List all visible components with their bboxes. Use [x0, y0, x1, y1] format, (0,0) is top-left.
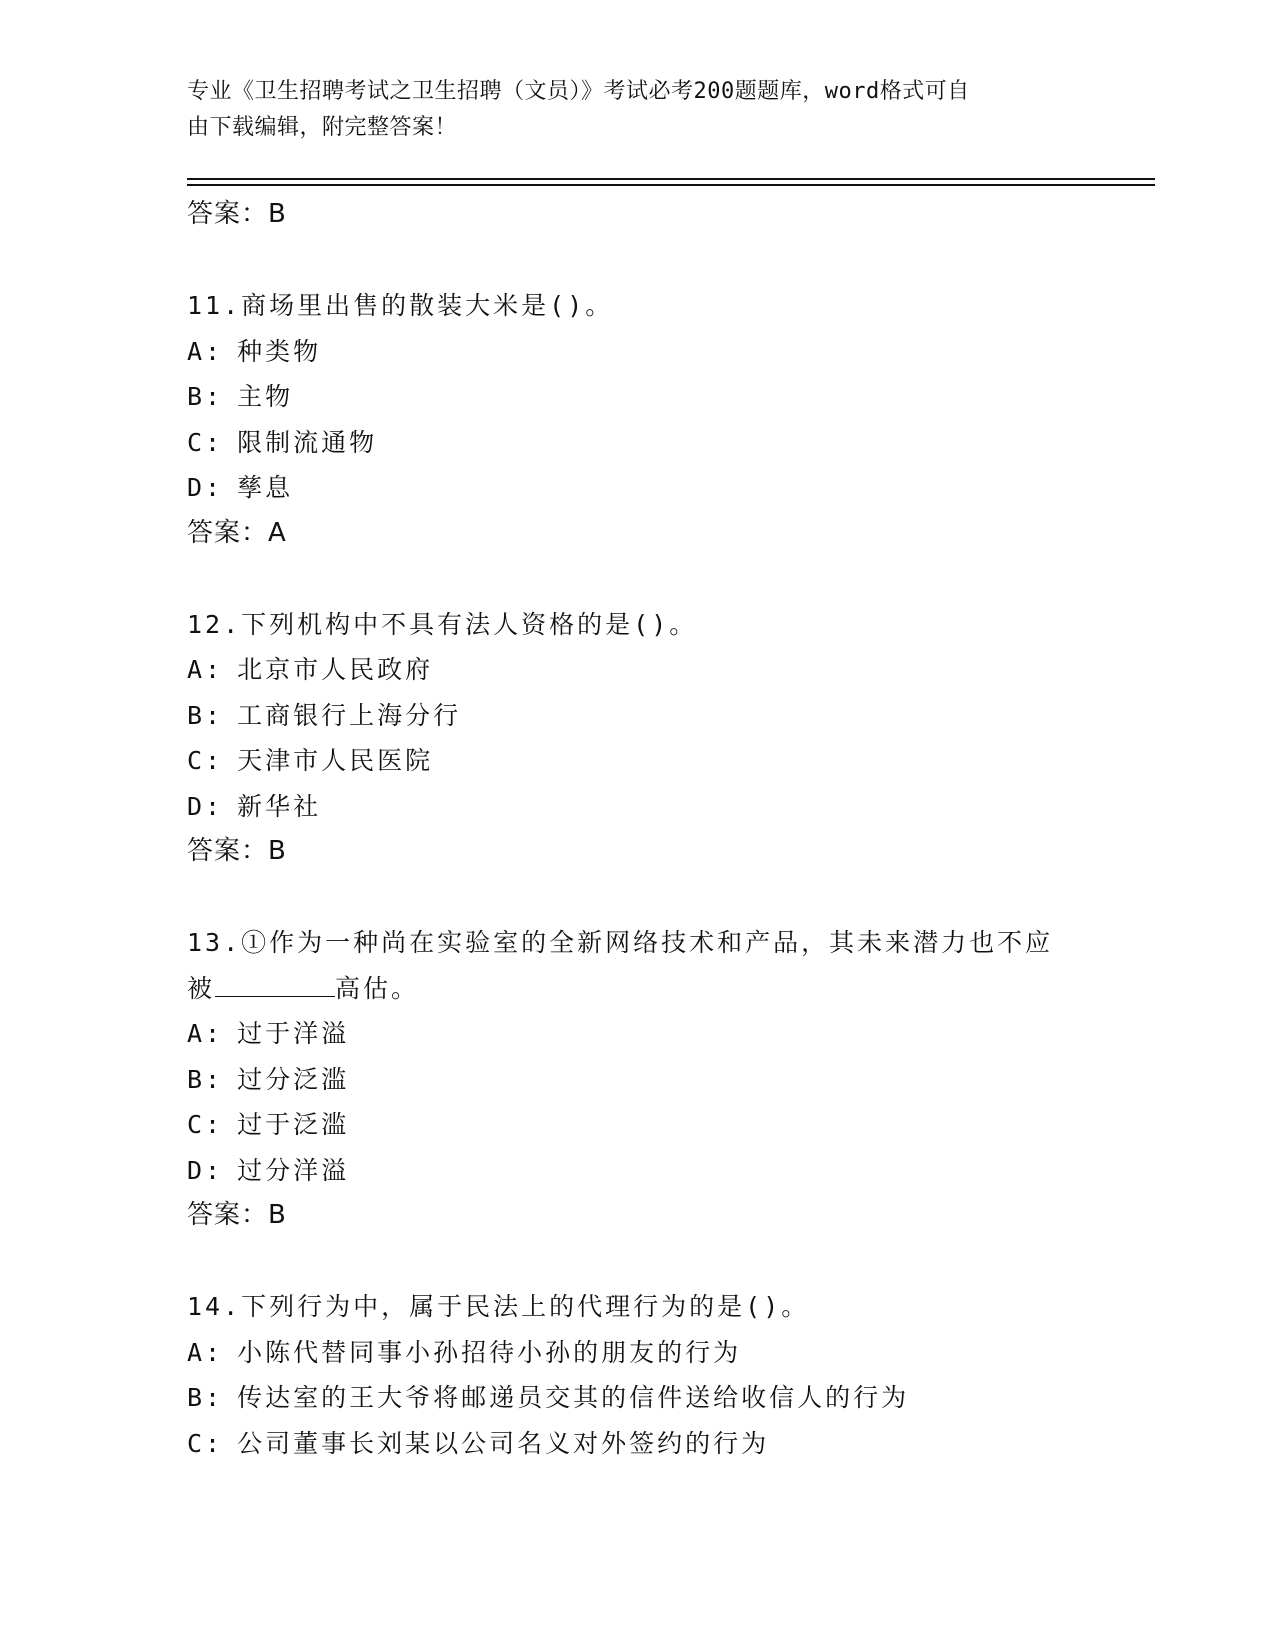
- fill-in-blank: [215, 974, 335, 997]
- option-a: [187, 647, 1155, 693]
- answer-line: 答案：B: [187, 836, 287, 866]
- option-label: D:: [187, 791, 224, 821]
- option-label: C:: [187, 1428, 224, 1458]
- answer-line: 答案：A: [187, 517, 287, 548]
- question-list: [187, 192, 1155, 1466]
- option-text: 过于泛滥: [237, 1110, 350, 1139]
- option-text: 新华社: [237, 791, 322, 821]
- option-a: [187, 329, 1155, 375]
- option-d: [187, 465, 1155, 511]
- spacer: [187, 875, 1155, 921]
- option-d: [187, 1148, 1155, 1194]
- option-label: A:: [187, 655, 224, 684]
- option-a: [187, 1330, 1155, 1376]
- option-text: 过分泛滥: [237, 1064, 350, 1094]
- question-14: [187, 1284, 1155, 1466]
- option-text: 主物: [237, 382, 294, 411]
- option-text: 小陈代替同事小孙招待小孙的朋友的行为: [237, 1337, 742, 1367]
- option-label: D:: [187, 1155, 224, 1185]
- option-label: A:: [187, 1019, 224, 1048]
- option-text: 北京市人民政府: [237, 655, 434, 684]
- option-text: 过于洋溢: [237, 1019, 350, 1048]
- option-a: [187, 1011, 1155, 1057]
- option-text: 天津市人民医院: [237, 746, 434, 775]
- option-label: B:: [187, 1064, 224, 1094]
- header-line-2: 由下载编辑，附完整答案！: [187, 115, 458, 140]
- option-label: A:: [187, 1337, 224, 1367]
- option-text: 限制流通物: [237, 427, 378, 457]
- question-stem-line-2: [187, 966, 1155, 1012]
- stem-text-before-blank: 被: [187, 973, 216, 1003]
- question-stem: 12.下列机构中不具有法人资格的是()。: [187, 609, 698, 639]
- header-rule-top: [187, 178, 1155, 180]
- option-b: [187, 693, 1155, 739]
- option-label: D:: [187, 473, 224, 502]
- question-stem: 11.商场里出售的散装大米是()。: [187, 291, 614, 320]
- header-rule-bottom: [187, 184, 1155, 186]
- option-label: C:: [187, 1110, 224, 1139]
- question-stem-line-1: 13.①作为一种尚在实验室的全新网络技术和产品，其未来潜力也不应: [187, 928, 1054, 957]
- option-b: [187, 1057, 1155, 1103]
- spacer: [187, 1239, 1155, 1285]
- answer-line: 答案：B: [187, 1200, 287, 1230]
- option-text: 公司董事长刘某以公司名义对外签约的行为: [237, 1428, 770, 1458]
- option-d: [187, 784, 1155, 830]
- question-12: [187, 602, 1155, 875]
- option-c: [187, 738, 1155, 784]
- question-11: [187, 283, 1155, 556]
- option-text: 种类物: [237, 336, 322, 366]
- previous-answer: 答案：B: [187, 199, 287, 229]
- option-text: 过分洋溢: [237, 1155, 350, 1185]
- option-label: C:: [187, 427, 224, 457]
- question-13: [187, 920, 1155, 1239]
- header-line-1: 专业《卫生招聘考试之卫生招聘（文员）》考试必考200题题库，word格式可自: [187, 79, 970, 104]
- question-stem: 14.下列行为中，属于民法上的代理行为的是()。: [187, 1292, 810, 1321]
- option-c: [187, 420, 1155, 466]
- option-b: [187, 1375, 1155, 1421]
- option-text: 孳息: [237, 473, 294, 502]
- option-label: B:: [187, 1383, 224, 1412]
- option-label: C:: [187, 746, 224, 775]
- option-label: A:: [187, 336, 224, 366]
- option-text: 工商银行上海分行: [237, 700, 462, 730]
- option-text: 传达室的王大爷将邮递员交其的信件送给收信人的行为: [237, 1383, 910, 1412]
- spacer: [187, 238, 1155, 284]
- spacer: [187, 556, 1155, 602]
- option-c: [187, 1421, 1155, 1467]
- document-header: [187, 74, 1067, 146]
- option-b: [187, 374, 1155, 420]
- option-c: [187, 1102, 1155, 1148]
- option-label: B:: [187, 700, 224, 730]
- stem-text-after-blank: 高估。: [335, 973, 420, 1003]
- option-label: B:: [187, 382, 224, 411]
